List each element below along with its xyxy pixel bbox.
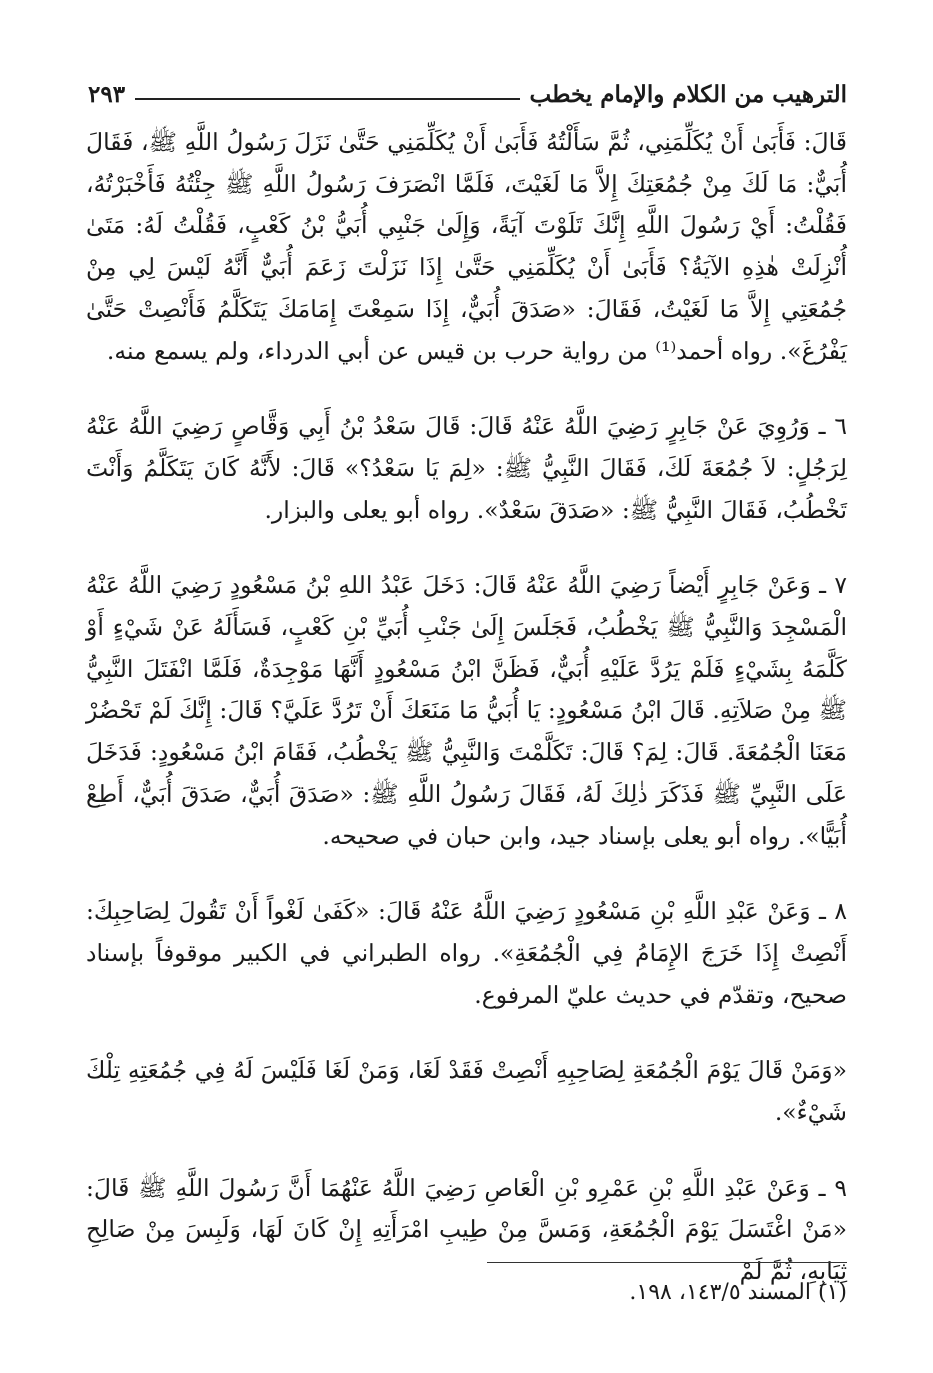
page-number: ٢٩٣ — [88, 81, 126, 108]
footnote-rule — [487, 1262, 847, 1263]
running-header — [88, 66, 847, 106]
page-body — [86, 122, 847, 1293]
footnote: (١) المسند ١٤٣/٥، ١٩٨. — [629, 1280, 847, 1305]
chapter-title: الترهيب من الكلام والإمام يخطب — [529, 81, 847, 108]
paragraph-hadith-9: ٩ ـ وَعَنْ عَبْدِ اللَّهِ بْنِ عَمْرِو بْنِ الْعَاصِ رَضِيَ اللَّهُ عَنْهُمَا أَنَّ رَسُولَ اللَّهِ ﷺ قَالَ: «مَنْ اغْتَسَلَ يَوْمَ الْجُمُعَةِ، وَمَسَّ مِنْ طِيبِ امْرَأَتِهِ إِنْ كَانَ لَهَا، وَلَبِسَ مِنْ صَالِحِ ثِيَابِهِ، ثُمَّ لَمْ — [86, 1173, 847, 1286]
header-rule — [135, 98, 519, 100]
paragraph-quote: «وَمَنْ قَالَ يَوْمَ الْجُمُعَةِ لِصَاحِبِهِ أَنْصِتْ فَقَدْ لَغَا، وَمَنْ لَغَا فَلَيْسَ لَهُ فِي جُمُعَتِهِ تِلْكَ شَيْءٌ». — [86, 1056, 847, 1127]
paragraph-continuation: قَالَ: فَأَبَىٰ أَنْ يُكَلِّمَنِي، ثُمَّ سَأَلْتُهُ فَأَبَىٰ أَنْ يُكَلِّمَنِي حَتَّىٰ نَزَلَ رَسُولُ اللَّهِ ﷺ، فَقَالَ أُبَيٌّ: مَا لَكَ مِنْ جُمُعَتِكَ إِلاَّ مَا لَغَيْتَ، فَلَمَّا انْصَرَفَ رَسُولُ اللَّهِ ﷺ جِئْتُهُ فَأَخْبَرْتُهُ، فَقُلْتُ: أَيْ رَسُولَ اللَّهِ إِنَّكَ تَلَوْتَ آيَةً، وَإِلَىٰ جَنْبِي أُبَيُّ بْنُ كَعْبٍ، فَقُلْتُ لَهُ: مَتَىٰ أُنْزِلَتْ هٰذِهِ الآيَةُ؟ فَأَبَىٰ أَنْ يُكَلِّمَنِي حَتَّىٰ إِذَا نَزَلْتَ زَعَمَ أُبَيٌّ أَنَّهُ لَيْسَ لِي مِنْ جُمُعَتِي إِلاَّ مَا لَغَيْتُ، فَقَالَ: «صَدَقَ أُبَيٌّ، إِذَا سَمِعْتَ إِمَامَكَ يَتَكَلَّمُ فَأَنْصِتْ حَتَّىٰ يَفْرُغَ». رواه أحمد⁽¹⁾ من رواية حرب بن قيس عن أبي الدرداء، ولم يسمع منه. — [86, 128, 848, 365]
paragraph-hadith-6: ٦ ـ وَرُوِيَ عَنْ جَابِرٍ رَضِيَ اللَّهُ عَنْهُ قَالَ: قَالَ سَعْدُ بْنُ أَبِي وَقَّاصٍ رَضِيَ اللَّهُ عَنْهُ لِرَجُلٍ: لاَ جُمُعَةَ لَكَ، فَقَالَ النَّبِيُّ ﷺ: «لِمَ يَا سَعْدُ؟» قَالَ: لأَنَّهُ كَانَ يَتَكَلَّمُ وَأَنْتَ تَخْطُبُ، فَقَالَ النَّبِيُّ ﷺ: «صَدَقَ سَعْدٌ». رواه أبو يعلى والبزار. — [86, 412, 847, 524]
paragraph-hadith-8: ٨ ـ وَعَنْ عَبْدِ اللَّهِ بْنِ مَسْعُودٍ رَضِيَ اللَّهُ عَنْهُ قَالَ: «كَفَىٰ لَغْواً أَنْ تَقُولَ لِصَاحِبِكَ: أَنْصِتْ إِذَا خَرَجَ الإِمَامُ فِي الْجُمُعَةِ». رواه الطبراني في الكبير موقوفاً بإسناد صحيح، وتقدّم في حديث عليّ المرفوع. — [86, 897, 847, 1009]
paragraph-hadith-7: ٧ ـ وَعَنْ جَابِرٍ أَيْضاً رَضِيَ اللَّهُ عَنْهُ قَالَ: دَخَلَ عَبْدُ اللهِ بْنُ مَسْعُودٍ رَضِيَ اللَّهُ عَنْهُ الْمَسْجِدَ وَالنَّبِيُّ ﷺ يَخْطُبُ، فَجَلَسَ إِلَىٰ جَنْبِ أُبَيِّ بْنِ كَعْبٍ، فَسَأَلَهُ عَنْ شَيْءٍ أَوْ كَلَّمَهُ بِشَيْءٍ فَلَمْ يَرُدَّ عَلَيْهِ أُبَيٌّ، فَظَنَّ ابْنُ مَسْعُودٍ أَنَّهَا مَوْجِدَةٌ، فَلَمَّا انْفَتَلَ النَّبِيُّ ﷺ مِنْ صَلاَتِهِ. قَالَ ابْنُ مَسْعُودٍ: يَا أُبَيُّ مَا مَنَعَكَ أَنْ تَرُدَّ عَلَيَّ؟ قَالَ: إِنَّكَ لَمْ تَحْضُرْ مَعَنَا الْجُمُعَةَ. قَالَ: لِمَ؟ قَالَ: تَكَلَّمْتَ وَالنَّبِيُّ ﷺ يَخْطُبُ، فَقَامَ ابْنُ مَسْعُودٍ: فَدَخَلَ عَلَى النَّبِيِّ ﷺ فَذَكَرَ ذٰلِكَ لَهُ، فَقَالَ رَسُولُ اللَّهِ ﷺ: «صَدَقَ أُبَيٌّ، صَدَقَ أُبَيٌّ، أَطِعْ أُبَيًّا». رواه أبو يعلى بإسناد جيد، وابن حبان في صحيحه. — [86, 571, 847, 850]
